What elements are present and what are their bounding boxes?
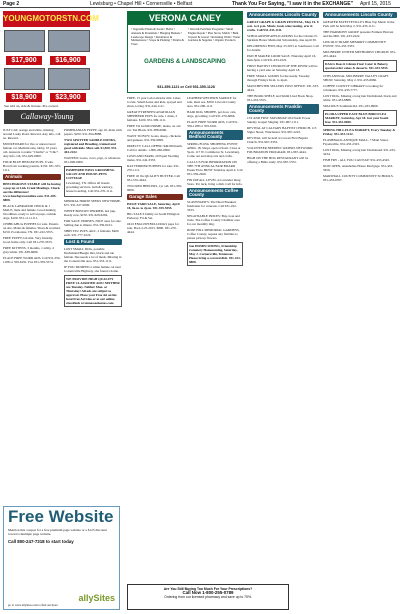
classified-item: SPRING HILL FLEA MARKET, Every Tuesday & Friday. 931-433-1212. [323,128,396,136]
kennel-ad [64,166,122,197]
verona-title: VERONA CANEY [128,12,242,25]
classified-item: FISH FRY - ALL YOU CAN EAT! 931-433-4545. [323,158,390,162]
classified-item: SCAVENGER'S: The Heart Breakers fundraiser for veterans. Call 931-222-3333. [187,200,237,212]
classified-item: SPRING FLING SHOPPING EVENT APRIL 18. Shops open at 9a.m. Close at 5p.m. 117 W. Commerce St. Lewisburg. Come out and shop arts and crafts. [187,142,241,158]
classified-item: REVIVAL will be held at Cowan First Baptist Church. 931-967-3333. [247,136,308,144]
classified-item: MULBERRY UNITED METHODIST CHURCH. 931-433-4444. [323,50,397,58]
classified-item: FREE 45 lbs QUALITY BUTTER. Call 931-555-4444. [127,174,180,182]
classified-item: CALL US FOR INFORMATION ON THE 7TH ANNUAL FAIR BOARD Easter EGG HUNT Saturday April 4. Call 931-359-2929. [187,160,243,176]
homecoming-box: Sue HOMECOMING, Friendship Cemetery Homecoming, Saturday, May 2. Cornersville, Tennessee. Please bring a covered dish. 931-222-8888. [187,242,243,266]
classified-item: REVIVAL AT CALVARY BAPTIST CHURCH, 113 Sigler Street, Winchester. 931-967-2222. [247,126,317,134]
classified-item: HAIR DOG SHOPPE, pet door, cats, dogs, grooming. Call 931-270-6666. [187,110,237,118]
prescription-headline: Are You Still Buying Too Much For Your Prescriptions? [163,587,253,591]
kennel-text: Lewisburg, TN. Offers all breeds grooming services, bath & sanitary, house boarding. Call 931-270-1111. [66,181,114,193]
classified-item: VOLUNTEER NEEDED: WATERS NETWORK FOUNDATION PROGRAM. 931-967-4444. [247,146,313,154]
classified-item: LOWLAND FARM, 20 Equal Yearling males. 931-242-3333. [127,154,179,162]
classified-item: FREE KITTENS, 3 months, 1 tabby, 2 grey/white. 931-638-6666. [3,246,54,254]
column-5 [247,11,319,582]
classified-item: WANTED: Goats, cows, pigs, or whatever. 931-999-0000. [64,156,121,164]
allysites-logo: allySites [78,593,115,603]
classified-item: NEGOTIABLE PRICES: Buy, loan and trade. The Coffee County Chamber area for our monthly mtg. [187,214,240,226]
classified-item: COFFEE COUNTY LIBRARY is looking for volunteers. 931-433-7777. [323,84,384,92]
column-2 [64,128,122,504]
classified-item: PATCH MAKER LOOM SALE, Thursday April 16, 9am-5pm. Call 931-433-2222. [247,54,317,62]
classified-item: DIRECTV CALL OFFER: $49.99/month. Call for details. 1-800-266-0000. [127,144,183,152]
classified-item: SPACIOUS Southside Rd. 931-433-9999. [323,104,379,108]
classified-item: MARSHALL COUNTY COMMUNITY SCHOOLS. 931-433-6767. [323,174,394,182]
free-website-ad [3,506,120,610]
classified-item: TWO SPOTTED SADDLE DONKS, registered and Breeding, trained and good with kids. Must sell. $1,500. 931-444-2222. [64,138,118,154]
free-website-call: Call 800-247-7318 to start today [8,539,74,545]
prescription-text: Ordering from our licensed pharmacy and save up to 75%. [164,595,252,600]
classified-item: LOST DOG, Missing a long hair Dachshund. 931-433-3434. [323,148,396,156]
page-number: Page 2 [3,1,20,7]
section-header-bedford: Announcements Bedford County [187,130,243,140]
free-website-title: Free Website [8,507,114,526]
free-ads-box: WE PROVIDE HIGH QUALITY FREE CLASSIFIED ADS! NEITHER are Tuesday. Neither Mon. or Thursday! All ads are subject to approval. Place your Free Ad on the local Free Ad Line or at our online classifieds at tennesseehomes.com. [64,275,122,307]
classified-item: FREE SMALL GOODS for the needy. Tuesday through Fridays 9a.m. to 4p.m. [247,74,310,82]
classified-item: JUST CAT, orange and white, missing around Lasky Road. Reward. Any info, call us. Reward. [3,128,61,140]
classified-item: POMERANIAN PUPPY, age 10, male with papers. $250. 931-394-8888. [64,128,122,136]
classified-item: FIRST BAPTIST CHURCH OF THE RIVER will be having a yard sale on Saturday April 18. [247,64,318,72]
car-photo [48,30,90,52]
classified-item: IF YOU DUMPED a white female cat near Cornersville Highway, she found a home. [64,265,121,273]
classified-item: BEECHGROVE STABLE will be having a pop up at Lick Creek Meetings. Check out the difference! www.beechgrovestables.com. 931-285-8888. [3,182,61,202]
car-price: $16,900 [50,56,86,65]
verona-services-right: • Weed & Fertilizer Programs • Small Engine Repair • Pine Straw, Mulch • Bulk Topsoil & Gravel • Retaining Walls • Water Gardens & Supplies • Organic Products [188,27,241,43]
car-price: $18,900 [6,93,42,102]
car-photo [48,68,90,90]
classified-item: WANT TO BUY: Goats, sheep, chickens and guineas. 931-359-9999. [127,134,181,142]
verona-subtitle: GARDENS & LANDSCAPING [144,59,226,65]
allysites-url: go to www.allysites.com to find out more [8,603,58,607]
classified-item: GREATER FAYETTEVILLE's Blue Top Music in the Park will be held May 2. 931-433-1111. [323,20,395,28]
paper-name: Lewisburg • Chapel Hill • Cornersville • Belfast [90,1,193,7]
section-header-lincoln-2: Announcements Lincoln County [323,12,397,18]
car-price: $17,900 [6,56,42,65]
classified-item: THE HARMONY GROUP presents Farmers Harvest and the Mill. 931-433-2222. [323,30,394,38]
prescription-phone: Call Now 1-800-255-0789 [182,590,234,596]
classified-item: HUGE YARD SALE, Saturday, April 18, 8a.m. to 2p.m. 931-359-5555. [127,202,180,210]
car-photo [4,68,45,90]
section-header-garage-sales: Garage Sales [127,194,183,200]
flea-market-box: ELORA UPPER EAST BLUE BIRD FLEA MARKET, Saturday, Apr 18. Get your booth free. 931-433-0000. [323,110,397,126]
section-header-franklin: Announcements Franklin County [247,104,319,114]
classified-item: SHIH TZU PUPS, AKC, 2 females, $400 each. 931-777-2222. [64,229,119,237]
column-1 [3,128,61,504]
classified-item: CHIHUAHUA PUPPIES for sale. Parents on site. Males & females. Shots & wormed. $150. Pocahontas, TN. 931-222-5555. [3,222,61,234]
column-4 [187,96,243,582]
classified-item: THE BOOK SHELF, and Smith Used Book Shop. 931-433-5555. [247,94,314,102]
section-header-lincoln: Announcements Lincoln County [247,12,319,18]
classified-item: LOST SMALL DOG, possible Dachshund/Beagle mix, black and tan female. She needs a lot of meds. Missing in the Cornersville area. 931-333-1111. [64,247,122,263]
classified-item: OLD ENGLISH BULLDOGS pups for sale. Born 2-25-2015. $800. 931-270-4444. [127,222,179,234]
prescription-ad [127,584,289,610]
section-header-coffee: Announcements Coffee County [187,188,243,198]
classified-item: LINCOLN TRADE MEMORY COMMUNITY EVENT. 931-433-3333. [323,40,386,48]
verona-services-left: • Vegetable Plants & Seeds • Herbs • Annuals & Perennials • Hanging Baskets • Landscape Design • Installation & Maintenance • Scape & Planting • Shrubs & Trees [131,27,185,47]
verona-caney-ad [127,11,243,93]
classified-item: MANCHESTER SELLERS POST OFFICE. 931-333-4444. [247,84,319,92]
young-motors-logo: YOUNGMOTORSTN.COM [3,11,90,27]
section-header-animals: Animals [3,174,61,180]
classified-item: GREAT GRAPE & GRAIN FESTIVAL, May 16. 8 a.m. to 6 p.m. Music, food, wine tasting, arts & crafts. Call 931-433-1111. [247,20,319,32]
classified-item: 10TH ANNUAL MULBERRY VALLEY CRAFT SHOW, Saturday, May 2. 931-433-6666. [323,74,389,82]
free-website-subtitle: Mention this coupon for a free premium page website or a $125 discount toward a multiple page website. [8,528,107,537]
classified-item: PLACE FREE WORD ADS, Call 931-359-1188 or 359-6191. [187,120,239,128]
classified-item: ROSE HILL MEMORIAL GARDENS, Coffee County, request any families to please pick up flowers. [187,228,240,240]
classified-item: FIN DIP ALL LEVEL at Lavender Drug Store. Pot luck, bring a dish. Call for info. [187,178,243,186]
car-price: $23,900 [50,93,86,102]
classified-item: DELORENZO FISH, May 23 2015 at Southwest. Call for details. [247,44,319,52]
classified-item: FREE TO GOOD HOME, males, on old cat. Tan Black. 931-388-0000. [127,124,181,132]
car-photo [4,30,45,52]
classified-item: GREAT PYRENEES/ANATOLIAN SHEPHERD PUPS for sale, 1 male, 2 females. $100. 931-309-1111. [127,110,178,122]
verona-phone: 931-359-1121 or Cell 931-359-1128 [157,85,215,89]
classified-item: HIGH ON THE HOG RESTAURANT will be offering a Bible study. 931-967-5555. [247,156,309,164]
classified-item: WHITE BOSTON TERRIER, last pup, Ready now, $150. 931-629-6262. [64,209,116,217]
classified-item: LEATHER WESTERN SADDLE for sale, must see. $300. Lincoln County area. 931-290-1111. [187,96,237,108]
classified-item: LOST DOG, Missing a long hair Dachshund, black and white. 931-433-8888. [323,94,397,102]
section-header-lost-found: Lost & Found [64,239,122,245]
promo-line: Thank You For Saying, "I saw it in the EXCHANGE" [232,1,353,7]
classified-item: 1ST AND FRST SATURDAY Old North Power Sunday Gospel Singing. 931-967-1111. [247,116,311,124]
classified-item: FREE PUPPY, lab mix. Very friendly. Good home only. Call 931-270-3333. [3,236,54,244]
classified-item: FLASHBACK ANTIQUE MALL, 7 Main Street, Fayetteville. 931-433-2323. [323,138,389,146]
car-ad-footer: See add on, ride & license. Pre-owned. [4,104,59,108]
column-3 [127,96,183,582]
classified-item: RAT TERRIER PUPPIES for sale. 931-270-1111. [127,164,180,172]
masthead [0,0,400,8]
classified-item: TWO RED HEELERS, 1yr old, 931-359-0000. [127,184,183,192]
classified-item: $300 REWARD for live or unrecovered female cat. Medium size, tabby, 10 years old. Answers to name "Charlie" or "Chic". Any info call, 931-629-0000. [3,142,59,158]
classified-item: BIG SALE 6 family on South Ellington Parkway. Fri & Sat. [127,212,180,220]
classified-item: FOUR BLUE HEELER PUPS. 6 wks. Born from working parents. $150. 931-355-1111. [3,160,61,172]
column-6 [323,11,397,610]
classified-item: BLACK LABRADOR CHICK & 1 MALE, male and female. Good hunting bloodlines, ready to sell at pups, outside dogs, $100. 931-111-1111. [3,204,56,220]
classified-item: SCHOLARSHIP APPLICATIONS for the Charles N. Sprinkle Honor Memorial Scholarship, due April 30. [247,34,318,42]
gluten-free-box: DAGG Does it Gluten Free! Cater & Bakery, special order cakes & desserts. 931-433-5555. [323,60,397,72]
classified-item: FOR SALE: HORSES, NICE ones for sale. Selling due to illness. 931-359-0101. [64,219,122,227]
classified-item: MINIMAL HORSE SEEKS NEW HOME. $75. 931-527-0000. [64,199,121,207]
kennel-title: PAMPERED PAWS GROOMING SALON AND HOUSE-PETS COTTAGE [66,168,115,180]
masthead-date: April 15, 2015 [360,1,391,7]
classified-item: FREE, 15 year Lab-Labrador mix. Likes to ride. Small house and kids, spayed and shots, loving. 931-244-1111. [127,96,182,108]
callaway-logo: Callaway-Young [4,110,90,124]
classified-item: NOW OPEN, Annabelles House Mortgage. 931-433-5656. [323,164,394,172]
classified-item: PLACE FREE WORD ADS, Call 931-359-1188 or 359-6191. Fax 931-359-5574. [3,256,61,264]
